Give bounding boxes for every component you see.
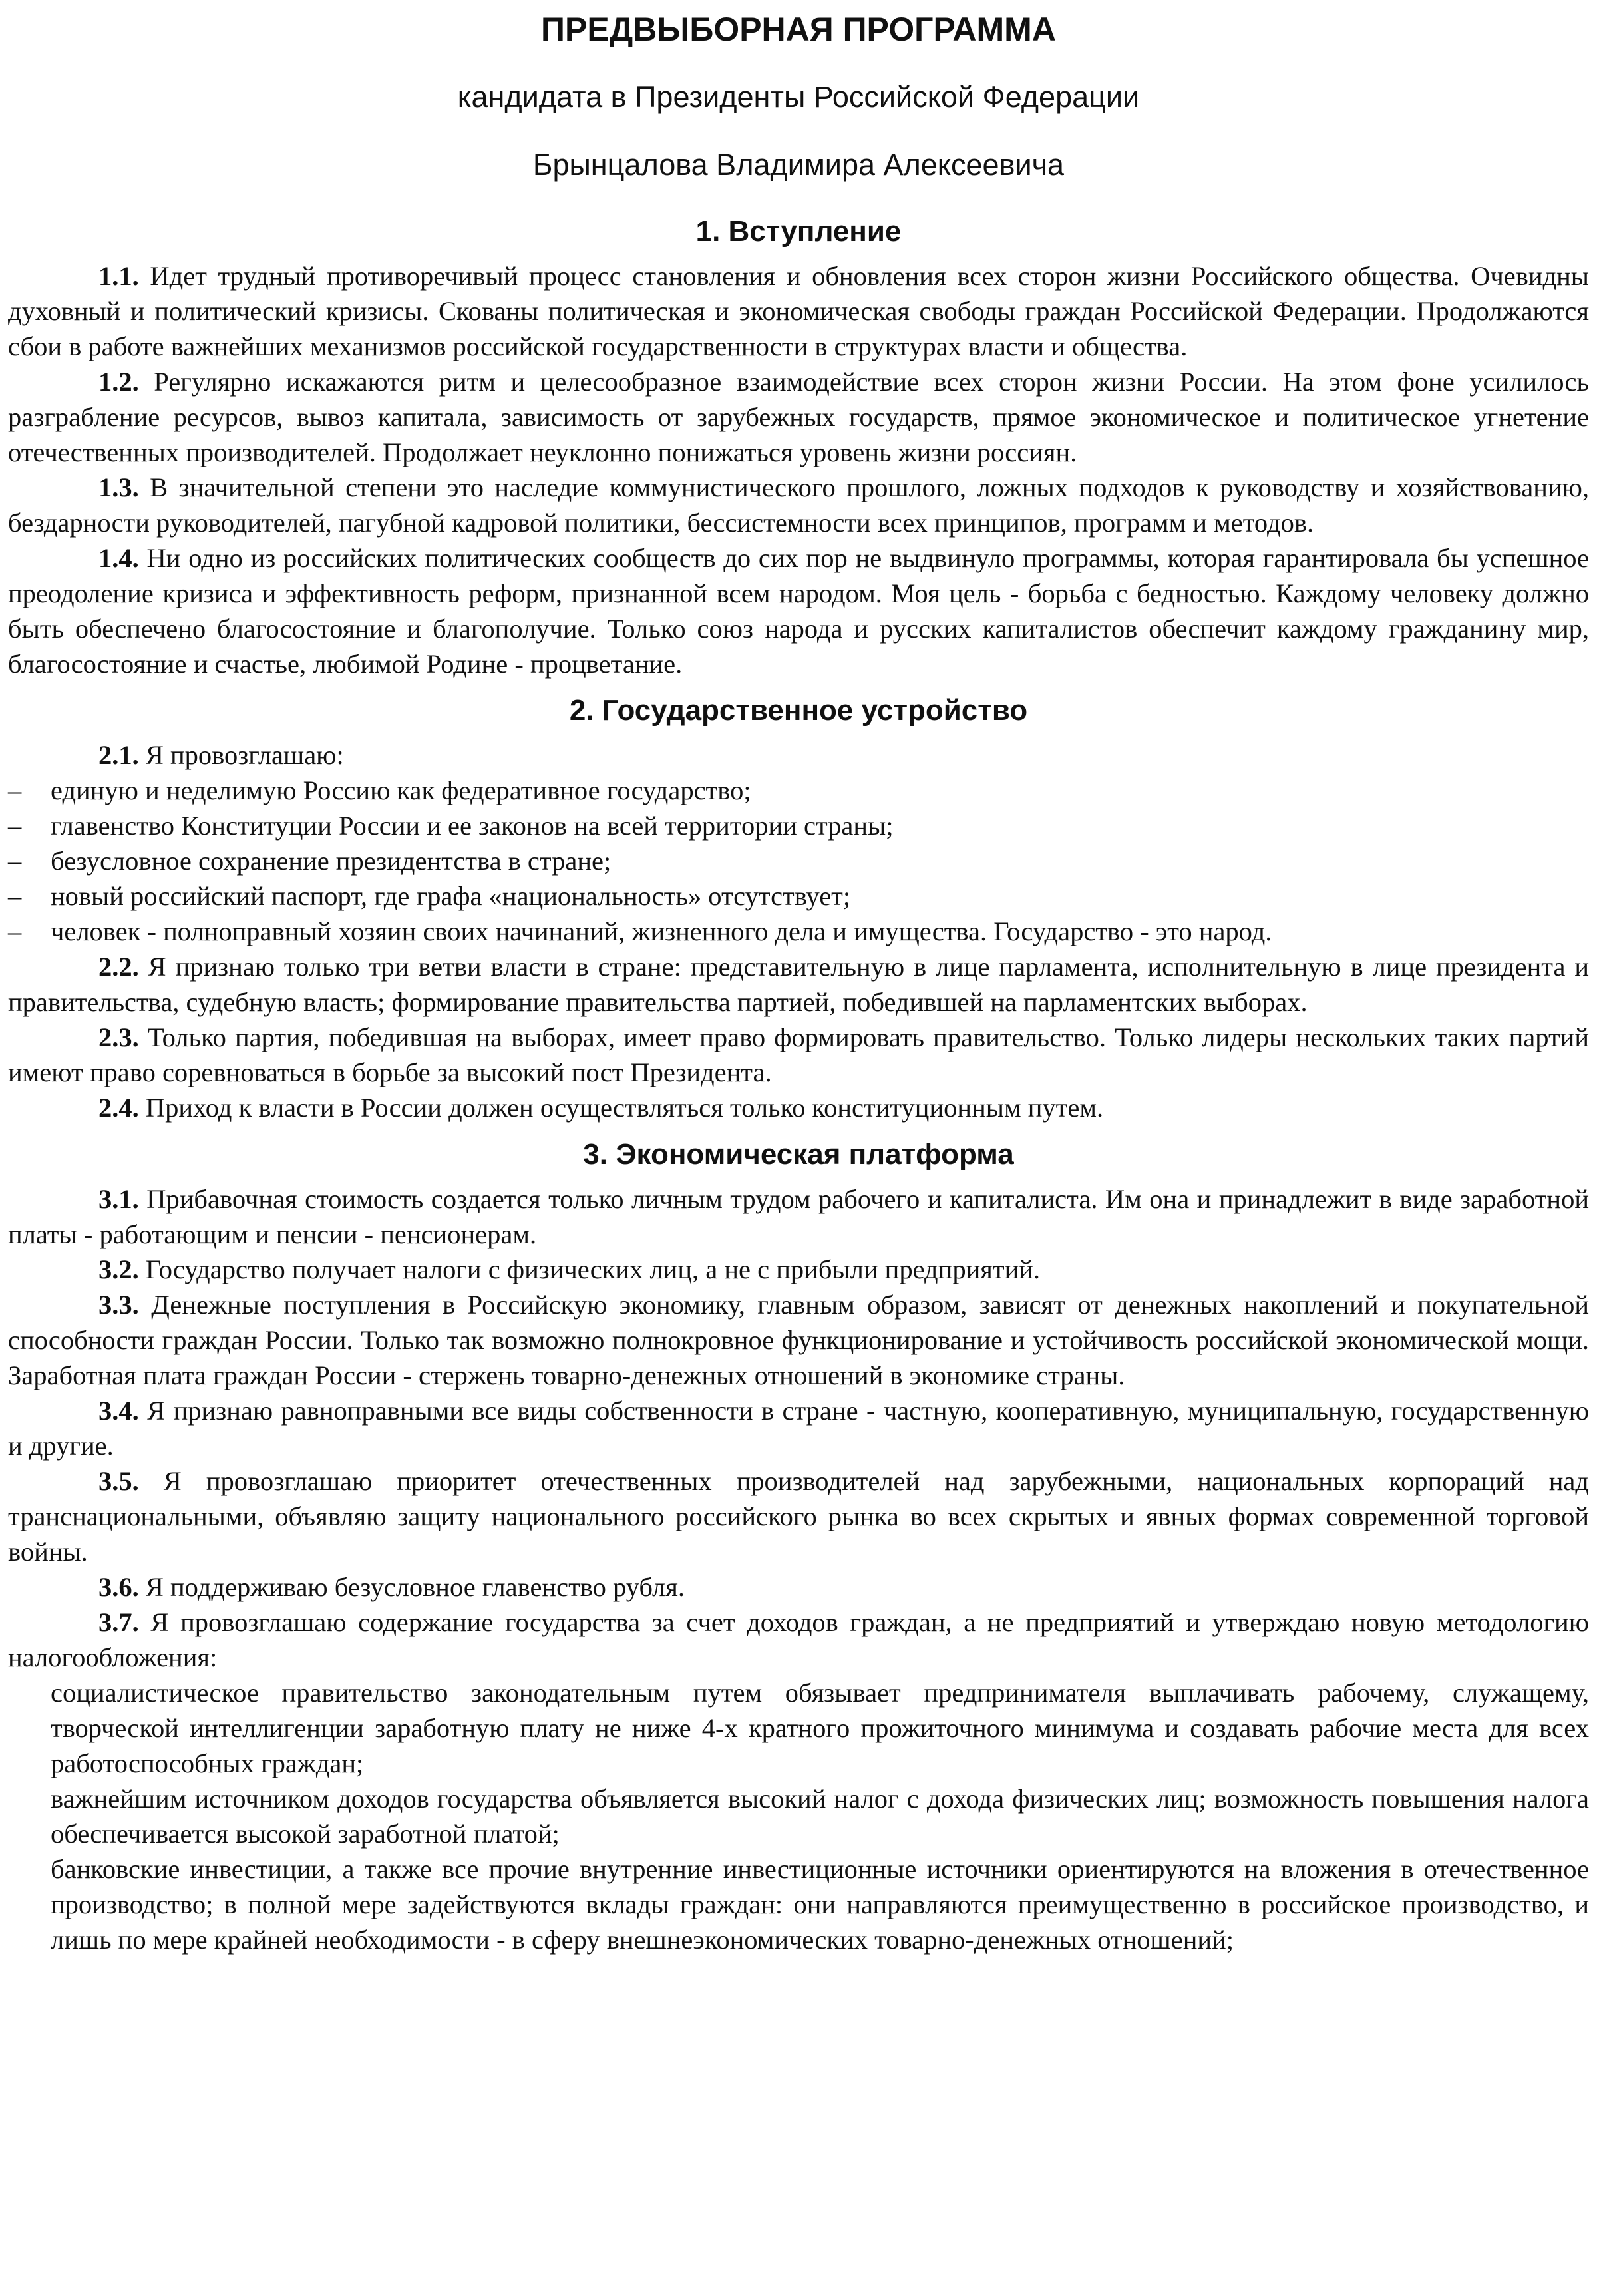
paragraph-3-7 [8, 1605, 1589, 1675]
list-item [8, 1851, 1589, 1957]
paragraph-3-2 [8, 1252, 1589, 1287]
paragraph-text: Я провозглашаю: [138, 740, 344, 770]
list-item [8, 878, 1589, 914]
paragraph-text: Регулярно искажаются ритм и целесообразное взаимодействие всех сторон жизни России. На этом фоне усилилось разграбление ресурсов, вывоз капитала, зависимость от зарубежных государств, прямое экономическое и политическое угнетение отечественных производителей. Продолжает неуклонно понижаться уровень жизни россиян. [8, 367, 1589, 467]
list-item-text: главенство Конституции России и ее законов на всей территории страны; [51, 811, 894, 841]
paragraph-text: Я провозглашаю приоритет отечественных производителей над зарубежными, национальных корпораций над транснациональными, объявляю защиту национального российского рынка во всех скрытых и явных формах современной торговой войны. [8, 1466, 1589, 1567]
list-item [8, 773, 1589, 808]
paragraph-number: 1.1. [98, 261, 139, 291]
dash-marker: – [8, 846, 22, 876]
dash-marker: – [8, 881, 22, 911]
paragraph-number: 3.6. [98, 1572, 139, 1602]
list-item [8, 914, 1589, 949]
list-item-text: безусловное сохранение президентства в стране; [51, 846, 612, 876]
paragraph-text: Приход к власти в России должен осуществляться только конституционным путем. [138, 1093, 1104, 1123]
list-item [8, 1781, 1589, 1851]
paragraph-number: 2.4. [98, 1093, 139, 1123]
section-heading-economic-platform: 3. Экономическая платформа [583, 1138, 1014, 1171]
paragraph-3-1 [8, 1181, 1589, 1252]
paragraph-3-5 [8, 1463, 1589, 1569]
paragraph-3-3 [8, 1287, 1589, 1393]
paragraph-2-4 [8, 1090, 1589, 1125]
list-item [8, 808, 1589, 843]
paragraph-number: 3.1. [98, 1184, 139, 1214]
paragraph-number: 1.2. [98, 367, 139, 397]
paragraph-text: Прибавочная стоимость создается только личным трудом рабочего и капиталиста. Им она и принадлежит в виде заработной платы - работающим и пенсии - пенсионерам. [8, 1184, 1589, 1249]
paragraph-3-6 [8, 1569, 1589, 1605]
dash-marker [8, 1781, 51, 1816]
dash-marker [8, 1675, 51, 1710]
paragraph-number: 3.4. [98, 1396, 139, 1426]
paragraph-text: Денежные поступления в Российскую экономику, главным образом, зависят от денежных накоплений и покупательной способности граждан России. Только так возможно полнокровное функционирование и устойчивость российской экономической мощи. Заработная плата граждан России - стержень товарно-денежных отношений в экономике страны. [8, 1290, 1589, 1390]
paragraph-number: 2.2. [98, 952, 139, 982]
list-item-text: единую и неделимую Россию как федеративное государство; [51, 775, 751, 805]
paragraph-text: В значительной степени это наследие коммунистического прошлого, ложных подходов к руководству и хозяйствованию, бездарности руководителей, пагубной кадровой политики, бессистемности всех принципов, программ и методов. [8, 473, 1589, 538]
document-title: ПРЕДВЫБОРНАЯ ПРОГРАММА [541, 11, 1056, 48]
paragraph-number: 1.3. [98, 473, 139, 502]
paragraph-2-1 [8, 737, 1589, 773]
dash-marker: – [8, 916, 22, 946]
paragraph-text: Только партия, победившая на выборах, имеет право формировать правительство. Только лидеры нескольких таких партий имеют право соревноваться в борьбе за высокий пост Президента. [8, 1022, 1589, 1087]
paragraph-1-3 [8, 470, 1589, 540]
dash-marker: – [8, 811, 22, 841]
paragraph-number: 2.3. [98, 1022, 139, 1052]
list-item [8, 843, 1589, 878]
paragraph-number: 3.5. [98, 1466, 139, 1496]
paragraph-number: 3.2. [98, 1254, 139, 1284]
paragraph-text: Я признаю равноправными все виды собственности в стране - частную, кооперативную, муниципальную, государственную и другие. [8, 1396, 1589, 1461]
paragraph-1-2 [8, 364, 1589, 470]
paragraph-2-3 [8, 1020, 1589, 1090]
paragraph-1-4 [8, 540, 1589, 681]
paragraph-text: Государство получает налоги с физических лиц, а не с прибыли предприятий. [138, 1254, 1041, 1284]
list-item-text: важнейшим источником доходов государства объявляется высокий налог с дохода физических лиц; возможность повышения налога обеспечивается высокой заработной платой; [51, 1784, 1589, 1849]
document-subtitle-name: Брынцалова Владимира Алексеевича [532, 148, 1065, 182]
dash-marker: – [8, 775, 22, 805]
paragraph-text: Я провозглашаю содержание государства за счет доходов граждан, а не предприятий и утверждаю новую методологию налогообложения: [8, 1607, 1589, 1672]
paragraph-2-2 [8, 949, 1589, 1020]
list-item [8, 1675, 1589, 1781]
paragraph-number: 3.3. [98, 1290, 139, 1320]
paragraph-text: Идет трудный противоречивый процесс становления и обновления всех сторон жизни Российского общества. Очевидны духовный и политический кризисы. Скованы политическая и экономическая свободы граждан Российской Федерации. Продолжаются сбои в работе важнейших механизмов российской государственности в структурах власти и общества. [8, 261, 1589, 361]
paragraph-number: 1.4. [98, 543, 139, 573]
section-heading-state-structure: 2. Государственное устройство [569, 694, 1028, 727]
paragraph-text: Я поддерживаю безусловное главенство рубля. [138, 1572, 685, 1602]
paragraph-number: 3.7. [98, 1607, 139, 1637]
paragraph-text: Ни одно из российских политических сообществ до сих пор не выдвинуло программы, которая гарантировала бы успешное преодоление кризиса и эффективность реформ, признанной всем народом. Моя цель - борьба с бедностью. Каждому человеку должно быть обеспечено благосостояние и благополучие. Только союз народа и русских капиталистов обеспечит каждому гражданину мир, благосостояние и счастье, любимой Родине - процветание. [8, 543, 1589, 679]
paragraph-number: 2.1. [98, 740, 139, 770]
list-item-text: новый российский паспорт, где графа «национальность» отсутствует; [51, 881, 851, 911]
paragraph-3-4 [8, 1393, 1589, 1463]
list-item-text: человек - полноправный хозяин своих начинаний, жизненного дела и имущества. Государство - это народ. [51, 916, 1272, 946]
list-item-text: социалистическое правительство законодательным путем обязывает предпринимателя выплачивать рабочему, служащему, творческой интеллигенции заработную плату не ниже 4-х кратного прожиточного минимума и создавать рабочие места для всех работоспособных граждан; [51, 1678, 1589, 1778]
section-heading-introduction: 1. Вступление [695, 215, 902, 248]
document-subtitle-candidate: кандидата в Президенты Российской Федерации [457, 80, 1140, 114]
list-item-text: банковские инвестиции, а также все прочие внутренние инвестиционные источники ориентируются на вложения в отечественное производство; в полной мере задействуются вклады граждан: они направляются преимущественно в российское производство, и лишь по мере крайней необходимости - в сферу внешнеэкономических товарно-денежных отношений; [51, 1854, 1589, 1955]
paragraph-text: Я признаю только три ветви власти в стране: представительную в лице парламента, исполнительную в лице президента и правительства, судебную власть; формирование правительства партией, победившей на парламентских выборах. [8, 952, 1589, 1017]
paragraph-1-1 [8, 258, 1589, 364]
dash-marker [8, 1851, 51, 1887]
